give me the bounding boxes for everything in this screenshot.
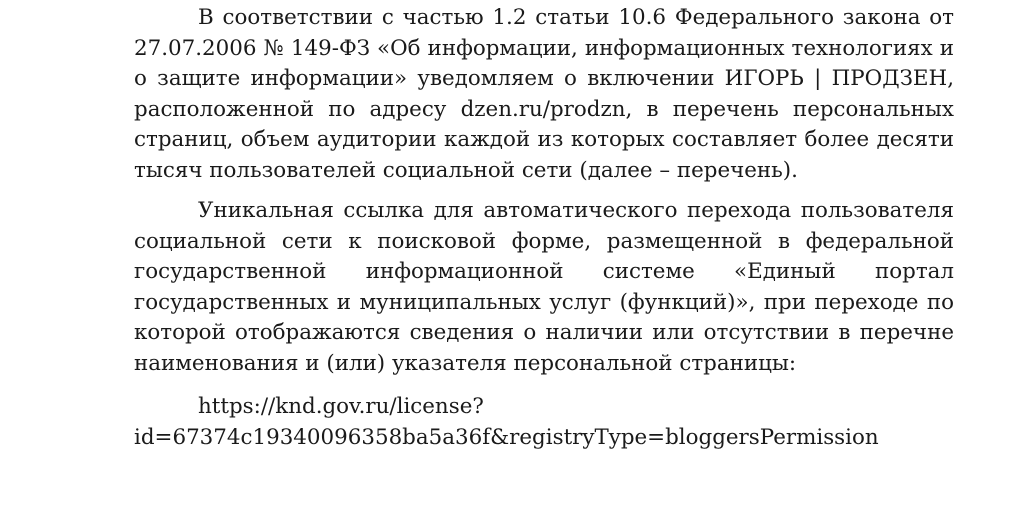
license-link-line1[interactable]: https://knd.gov.ru/license?: [198, 394, 484, 419]
license-link[interactable]: [134, 391, 954, 453]
paragraph-notification: В соответствии с частью 1.2 статьи 10.6 Федерального закона от 27.07.2006 № 149-ФЗ «Об информации, информационных технологиях и о защите информации» уведомляем о включении ИГОРЬ | ПРОДЗЕН, расположенной по адресу dzen.ru/prodzn, в перечень персональных страниц, объем аудитории каждой из которых составляет более десяти тысяч пользователей социальной сети (далее – перечень).: [134, 5, 954, 183]
document-body: [134, 3, 954, 453]
license-link-line2[interactable]: id=67374c19340096358ba5a36f&registryType=bloggersPermission: [134, 425, 879, 450]
paragraph-unique-link: Уникальная ссылка для автоматического перехода пользователя социальной сети к поисковой форме, размещенной в федеральной государственной информационной системе «Единый портал государственных и муниципальных услуг (функций)», при переходе по которой отображаются сведения о наличии или отсутствии в перечне наименования и (или) указателя персональной страницы:: [134, 198, 954, 376]
